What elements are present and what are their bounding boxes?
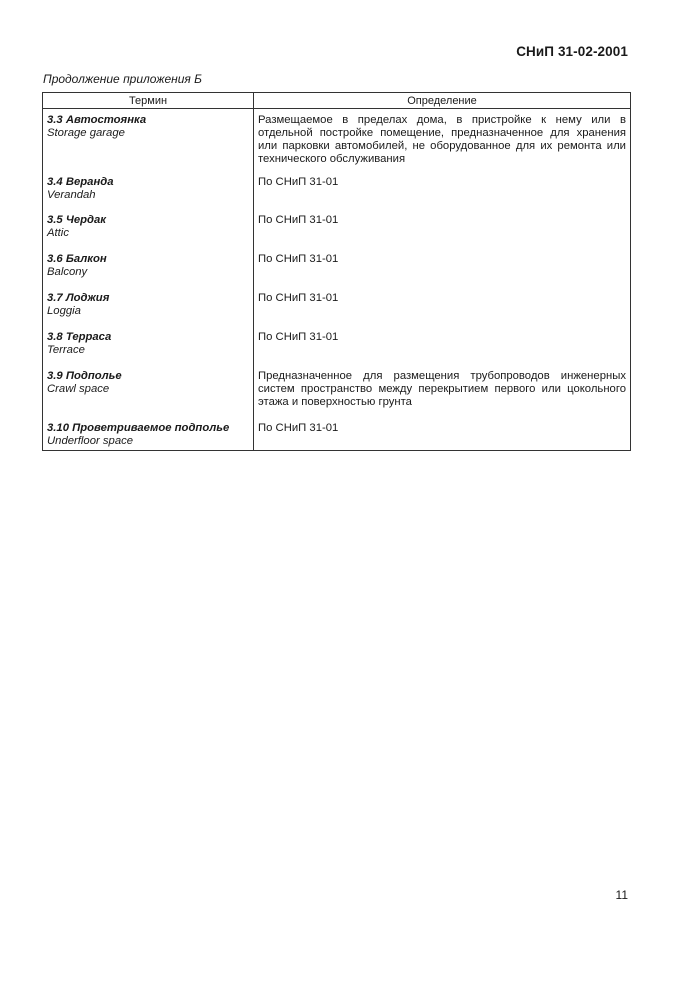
definition-cell [254,422,631,451]
definition-text: По СНиП 31-01 [258,422,339,434]
term-russian: 3.4 Веранда [47,176,114,188]
definition-cell [254,253,631,292]
term-english: Balcony [47,266,88,278]
definition-text: По СНиП 31-01 [258,214,339,226]
term-cell [43,109,254,177]
term-russian: 3.6 Балкон [47,253,107,265]
definition-cell [254,176,631,214]
term-english: Verandah [47,189,96,201]
table-row [43,109,631,177]
table-row [43,370,631,422]
term-russian: 3.9 Подполье [47,370,122,382]
term-russian: 3.5 Чердак [47,214,107,226]
term-english: Attic [47,227,69,239]
definition-text: По СНиП 31-01 [258,331,339,343]
term-russian: 3.10 Проветриваемое подполье [47,422,230,434]
table-row [43,331,631,370]
definition-cell [254,109,631,177]
table-row [43,422,631,451]
definition-text: Предназначенное для размещения трубопроводов инженерных систем пространство между перекрытием первого или цокольного этажа и поверхностью грунта [258,370,626,408]
definition-text: Размещаемое в пределах дома, в пристройке к нему или в отдельной постройке помещение, предназначенное для хранения или парковки автомобилей, не оборудованное для их ремонта или технического обслуживания [258,114,626,165]
definition-cell [254,370,631,422]
definition-text: По СНиП 31-01 [258,253,339,265]
term-english: Storage garage [47,127,125,139]
table-header-row [43,93,631,109]
definition-cell [254,331,631,370]
term-russian: 3.7 Лоджия [47,292,110,304]
term-cell [43,331,254,370]
term-cell [43,292,254,331]
term-english: Terrace [47,344,85,356]
table-row [43,214,631,253]
table-row [43,253,631,292]
term-cell [43,176,254,214]
terms-table [42,92,631,451]
term-english: Underfloor space [47,435,134,447]
term-cell [43,370,254,422]
term-cell [43,253,254,292]
column-header-definition: Определение [254,93,631,109]
term-english: Crawl space [47,383,110,395]
definition-cell [254,292,631,331]
definition-cell [254,214,631,253]
term-cell [43,214,254,253]
term-cell [43,422,254,451]
table-row [43,292,631,331]
term-russian: 3.3 Автостоянка [47,114,147,126]
term-russian: 3.8 Терраса [47,331,112,343]
continuation-note: Продолжение приложения Б [43,72,202,86]
definition-text: По СНиП 31-01 [258,292,339,304]
definition-text: По СНиП 31-01 [258,176,339,188]
term-english: Loggia [47,305,81,317]
table-row [43,176,631,214]
column-header-term: Термин [43,93,254,109]
page-number: 11 [615,888,628,902]
document-code: СНиП 31-02-2001 [516,44,628,59]
